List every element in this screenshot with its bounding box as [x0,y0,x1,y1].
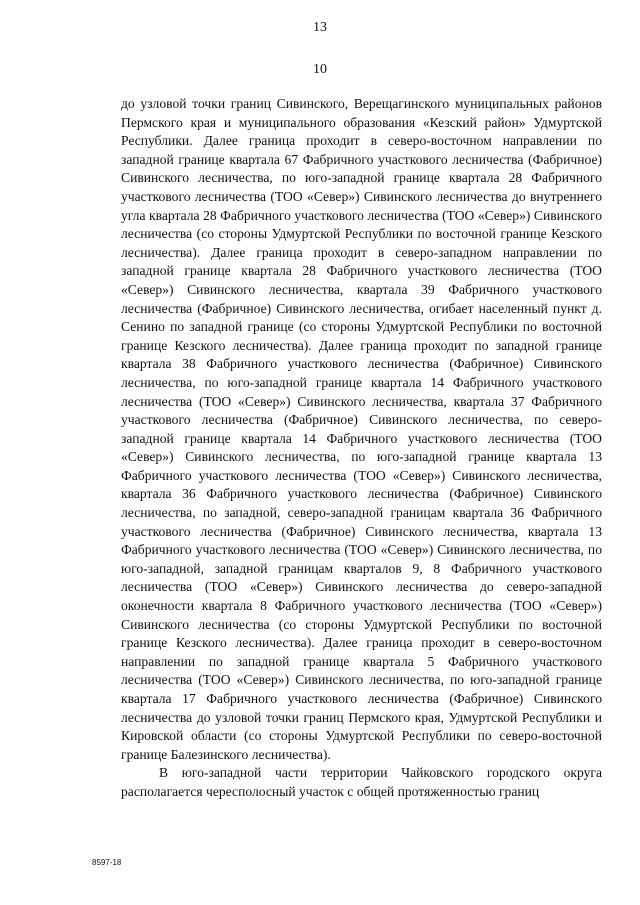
body-paragraph-1: до узловой точки границ Сивинского, Верещагинского муниципальных районов Пермского края и муниципального образования «Кезский район» Удмуртской Республики. Далее граница проходит в северо-восточном направлении по западной границе квартала 67 Фабричного участкового лесничества (Фабричное) Сивинского лесничества, по юго-западной границе квартала 28 Фабричного участкового лесничества (ТОО «Север») Сивинского лесничества до внутреннего угла квартала 28 Фабричного участкового лесничества (ТОО «Север») Сивинского лесничества (со стороны Удмуртской Республики по восточной границе Кезского лесничества). Далее граница проходит в северо-западном направлении по западной границе квартала 28 Фабричного участкового лесничества (ТОО «Север») Сивинского лесничества, квартала 39 Фабричного участкового лесничества (Фабричное) Сивинского лесничества, огибает населенный пункт д. Сенино по западной границе (со стороны Удмуртской Республики по восточной границе Кезского лесничества). Далее граница проходит по западной границе квартала 38 Фабричного участкового лесничества (Фабричное) Сивинского лесничества, по юго-западной границе квартала 14 Фабричного участкового лесничества (ТОО «Север») Сивинского лесничества, квартала 37 Фабричного участкового лесничества (Фабричное) Сивинского лесничества, по северо-западной границе квартала 14 Фабричного участкового лесничества (ТОО «Север») Сивинского лесничества, по юго-западной границе квартала 13 Фабричного участкового лесничества (ТОО «Север») Сивинского лесничества, квартала 36 Фабричного участкового лесничества (Фабричное) Сивинского лесничества, по западной, северо-западной границам квартала 36 Фабричного участкового лесничества (Фабричное) Сивинского лесничества, квартала 13 Фабричного участкового лесничества (ТОО «Север») Сивинского лесничества, по юго-западной, западной границам кварталов 9, 8 Фабричного участкового лесничества (ТОО «Север») Сивинского лесничества до северо-западной оконечности квартала 8 Фабричного участкового лесничества (ТОО «Север») Сивинского лесничества (со стороны Удмуртской Республики по восточной границе Кезского лесничества). Далее граница проходит в северо-восточном направлении по западной границе квартала 5 Фабричного участкового лесничества (ТОО «Север») Сивинского лесничества, по юго-западной границе квартала 17 Фабричного участкового лесничества (Фабричное) Сивинского лесничества до узловой точки границ Пермского края, Удмуртской Республики и Кировской области (со стороны Удмуртской Республики по северо-восточной границе Балезинского лесничества). [121,96,602,762]
page-number-top: 13 [313,20,327,35]
body-paragraph-2: В юго-западной части территории Чайковского городского округа располагается чересполосный участок с общей протяженностью границ [121,765,602,799]
page-number-second: 10 [313,62,327,77]
document-code: 8597-18 [92,858,122,867]
document-body [121,95,602,802]
